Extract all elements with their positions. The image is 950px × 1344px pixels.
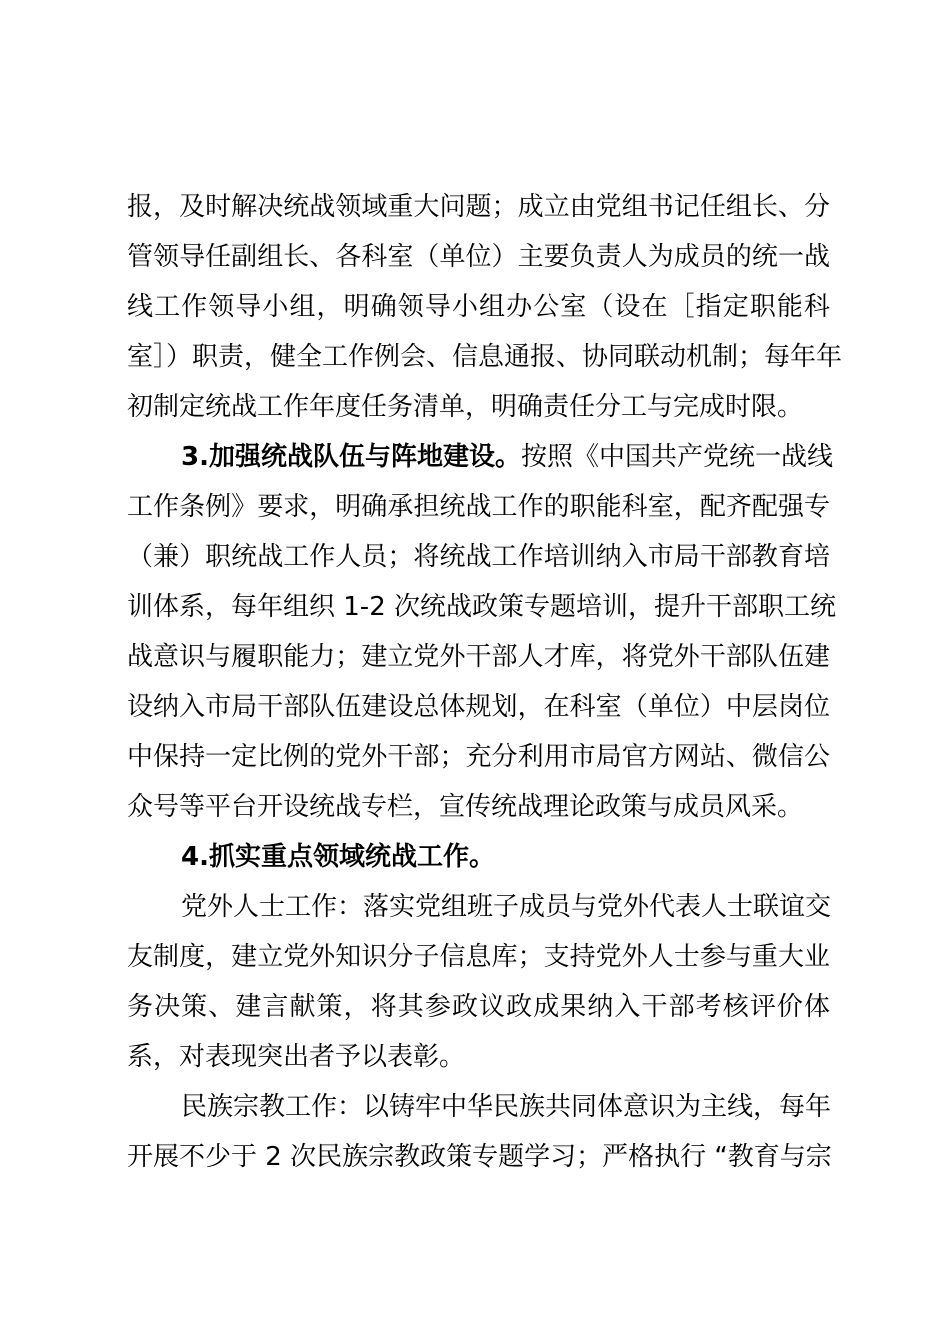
text-line: 报，及时解决统战领域重大问题；成立由党组书记任组长、分 xyxy=(127,192,830,222)
section-heading: 3.加强统战队伍与阵地建设。 xyxy=(181,442,521,472)
text-line: 开展不少于 2 次民族宗教政策专题学习；严格执行 “教育与宗 xyxy=(127,1142,832,1172)
text-line: 系，对表现突出者予以表彰。 xyxy=(127,1042,466,1072)
text-line: 室］）职责，健全工作例会、信息通报、协同联动机制；每年年 xyxy=(127,342,843,372)
text-line: 战意识与履职能力；建立党外干部人才库，将党外干部队伍建 xyxy=(127,642,830,672)
text-line: 工作条例》要求，明确承担统战工作的职能科室，配齐配强专 xyxy=(127,492,830,522)
text-line: 民族宗教工作：以铸牢中华民族共同体意识为主线，每年 xyxy=(181,1092,832,1122)
paragraph-non-party-work xyxy=(127,882,830,1082)
text-line: 初制定统战工作年度任务清单，明确责任分工与完成时限。 xyxy=(127,392,804,422)
text-line xyxy=(127,432,833,482)
text-line: 训体系，每年组织 1-2 次统战政策专题培训，提升干部职工统 xyxy=(127,592,836,622)
text-line: 友制度，建立党外知识分子信息库；支持党外人士参与重大业 xyxy=(127,942,830,972)
paragraph-ethnic-religion-work xyxy=(127,1082,830,1182)
text-line: 众号等平台开设统战专栏，宣传统战理论政策与成员风采。 xyxy=(127,792,804,822)
paragraph-leadership-group xyxy=(127,182,843,432)
text-line: 管领导任副组长、各科室（单位）主要负责人为成员的统一战 xyxy=(127,242,830,272)
text-line: 务决策、建言献策，将其参政议政成果纳入干部考核评价体 xyxy=(127,992,830,1022)
text-line: 党外人士工作：落实党组班子成员与党外代表人士联谊交 xyxy=(181,892,832,922)
section-heading: 4.抓实重点领域统战工作。 xyxy=(181,842,495,872)
text-line: 中保持一定比例的党外干部；充分利用市局官方网站、微信公 xyxy=(127,742,830,772)
text-line: 线工作领导小组，明确领导小组办公室（设在［指定职能科 xyxy=(127,292,830,322)
text-run: 按照《中国共产党统一战线 xyxy=(520,442,833,472)
paragraph-section-3 xyxy=(127,432,836,832)
text-line: 设纳入市局干部队伍建设总体规划，在科室（单位）中层岗位 xyxy=(127,692,830,722)
text-line: （兼）职统战工作人员；将统战工作培训纳入市局干部教育培 xyxy=(127,542,830,572)
paragraph-section-4 xyxy=(127,832,830,882)
document-page xyxy=(127,182,843,1182)
